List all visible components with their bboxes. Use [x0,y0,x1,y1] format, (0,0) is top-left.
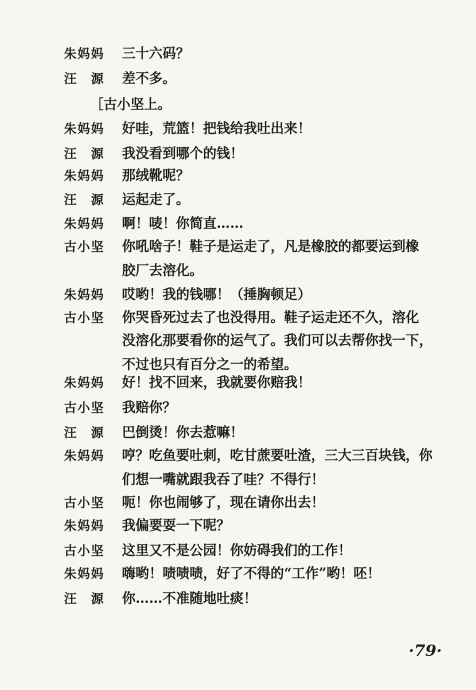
dialogue-text: 嗨哟！啧啧啧，好了不得的“工作”哟！呸！ [122,566,381,582]
dialogue-text: 好哇，荒篮！把钱给我吐出来！ [122,121,311,137]
dialogue-line [64,445,446,493]
speaker: 汪 源 [64,71,105,86]
dialogue-text: 三十六码？ [122,46,190,62]
speaker: 朱妈妈 [64,121,105,136]
dialogue-text: 呃！你也闹够了，现在请你出去！ [122,495,325,511]
speaker: 古小坚 [64,239,105,254]
dialogue-continuation: 没溶化那要看你的运气了。我们可以去帮你找一下， [122,333,433,349]
speaker: 古小坚 [64,400,105,415]
dialogue-line [64,307,446,379]
speaker: 朱妈妈 [64,287,105,302]
dialogue-text: 哎哟！我的钱哪！（捶胸顿足） [122,287,311,303]
dialogue-line [64,236,446,284]
dialogue-text: 我偏要耍一下呢？ [122,518,230,534]
dialogue-text: 我没看到哪个的钱！ [122,146,244,162]
speaker: 汪 源 [64,146,105,161]
dialogue-text: 运起走了。 [122,192,190,208]
speaker: 汪 源 [64,591,105,606]
stage-direction: ［古小坚上。 [90,97,171,113]
speaker: 朱妈妈 [64,375,105,390]
dialogue-text: 哼？吃鱼要吐刺，吃甘蔗要吐渣，三大三百块钱，你 [122,448,433,464]
speaker: 汪 源 [64,425,105,440]
dialogue-text: 这里又不是公园！你妨碍我们的工作！ [122,543,352,559]
dialogue-continuation: 胶厂去溶化。 [122,263,203,279]
dialogue-continuation: 们想一嘴就跟我吞了哇？不得行！ [122,472,325,488]
speaker: 古小坚 [64,310,105,325]
dialogue-text: 差不多。 [122,71,176,87]
dialogue-text: 我赔你？ [122,400,176,416]
dialogue-text: 巴倒烫！你去惹嘛！ [122,425,244,441]
speaker: 朱妈妈 [64,566,105,581]
dialogue-text: 那绒靴呢？ [122,168,190,184]
speaker: 朱妈妈 [64,448,105,463]
dialogue-text: 啊！唛！你简直…… [122,216,244,232]
page-number: ·79· [408,641,442,660]
speaker: 朱妈妈 [64,518,105,533]
dialogue-text: 你……不准随地吐痰！ [122,591,257,607]
dialogue-continuation: 不过也只有百分之一的希望。 [122,357,298,373]
speaker: 朱妈妈 [64,216,105,231]
dialogue-text: 你哭昏死过去了也没得用。鞋子运走还不久，溶化 [122,310,419,326]
speaker: 汪 源 [64,192,105,207]
dialogue-text: 你吼啥子！鞋子是运走了，凡是橡胶的都要运到橡 [122,239,419,255]
speaker: 古小坚 [64,495,105,510]
speaker: 古小坚 [64,543,105,558]
speaker: 朱妈妈 [64,46,105,61]
speaker: 朱妈妈 [64,168,105,183]
dialogue-text: 好！找不回来，我就要你赔我！ [122,375,311,391]
